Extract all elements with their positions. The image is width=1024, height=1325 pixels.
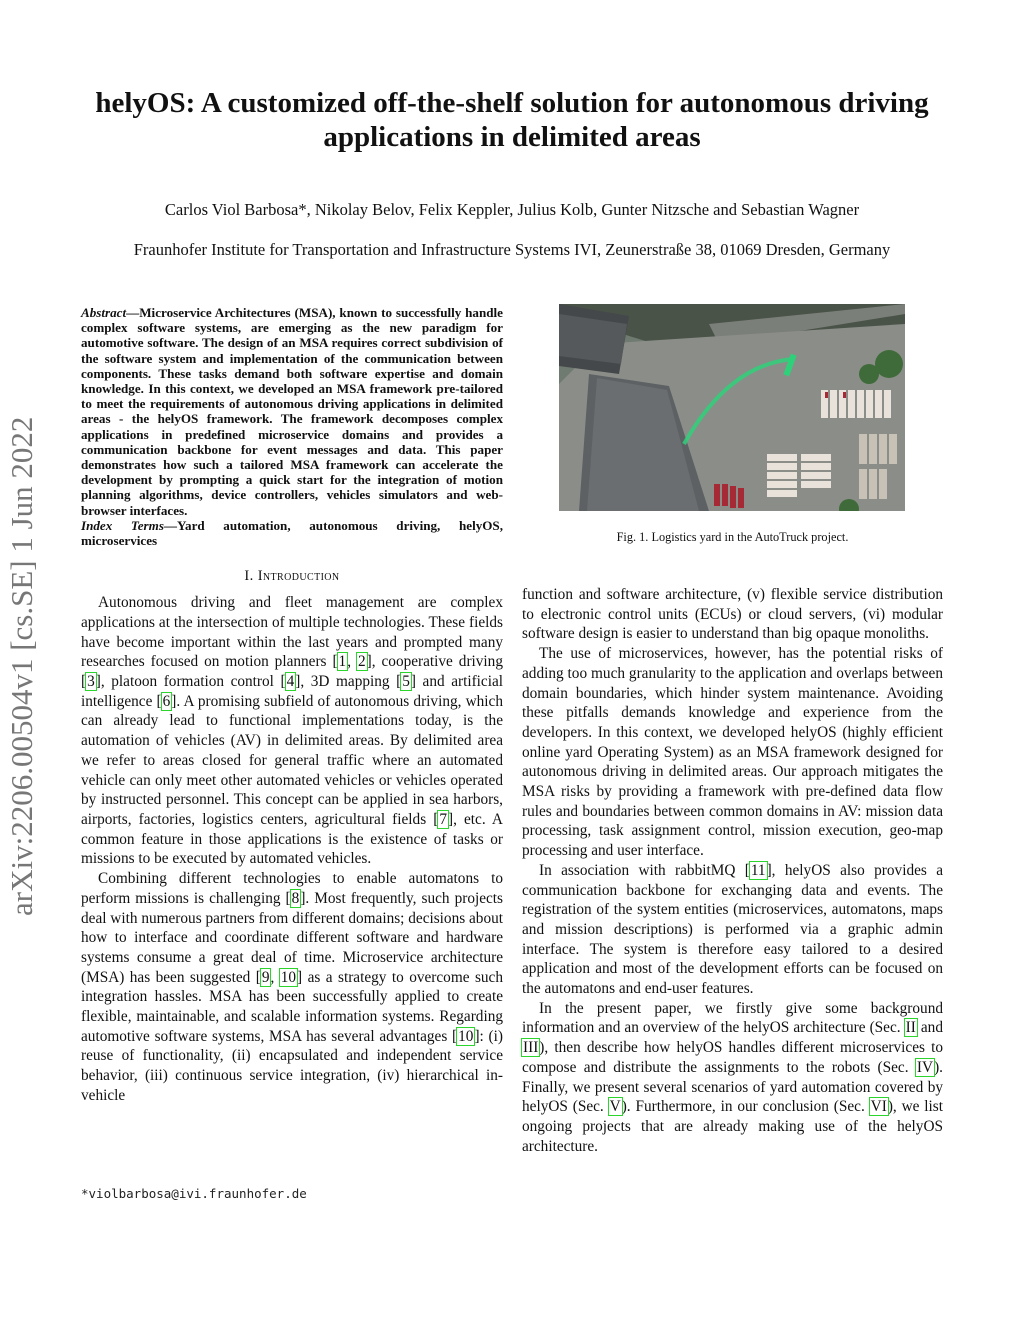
section-title: Introduction: [257, 568, 340, 585]
citation-link[interactable]: 8: [291, 889, 300, 907]
right-column: [522, 585, 943, 1156]
index-terms: [81, 518, 503, 548]
section-link[interactable]: V: [609, 1098, 621, 1116]
intro-paragraph-1: Autonomous driving and fleet management are complex applications at the intersection of multiple technologies. These fields have become important within the last years and prompted many researches focused on motion planners [1, 2], cooperative driving [3], platoon formation control [4], 3D mapping [5] and artificial intelligence [6]. A promising subfield of autonomous driving, which can already lead to functional implementations today, is the automation of vehicles (AV) in delimited areas. By delimited area we refer to areas closed for general traffic where an automated vehicle can only meet other automated vehicles or vehicles operated by instructed personnel. This concept can be applied in sea harbors, airports, factories, logistics centers, agricultural fields [7], etc. A common feature in those applications is the existence of tasks or missions to be executed by automated vehicles.: [81, 594, 504, 868]
author-list: Carlos Viol Barbosa*, Nikolay Belov, Felix Keppler, Julius Kolb, Gunter Nitzsche and Sebastian Wagner: [164, 200, 860, 219]
section-link[interactable]: VI: [870, 1098, 887, 1116]
citation-link[interactable]: 4: [286, 673, 295, 691]
citation-link[interactable]: 2: [357, 653, 366, 671]
citation-link[interactable]: 9: [261, 968, 270, 986]
aerial-yard-image: [559, 304, 905, 511]
affiliation: Fraunhofer Institute for Transportation and Infrastructure Systems IVI, Zeunerstraße 38, 01069 Dresden, Germany: [133, 240, 891, 259]
abstract-label: Abstract: [81, 305, 127, 320]
section-link[interactable]: III: [523, 1039, 539, 1057]
citation-link[interactable]: 10: [280, 968, 297, 986]
intro-paragraph-4: In association with rabbitMQ [11], helyOS also provides a communication backbone for exchanging data and events. The registration of the system entities (microservices, automatons, maps and mission descriptions) is performed via a graphic admin interface. The system is therefore easy tailored to a desired application and most of the development efforts can be focused on the automatons and end-user features.: [522, 861, 943, 998]
citation-link[interactable]: 3: [87, 673, 95, 691]
intro-paragraph-3: The use of microservices, however, has the potential risks of adding too much granularity to the application and overlaps between domain boundaries, which hinder system maintenance. Avoiding these pitfalls demands knowledge and experience from the developers. In this context, we developed helyOS (highly efficient online yard Operating System) as an MSA framework designed for autonomous driving in delimited areas. Our approach mitigates the MSA risks by providing a framework with pre-defined data flow rules and boundaries between common domains in AV: mission data processing, task assignment control, mission execution, geo-map processing and user interface.: [522, 645, 943, 860]
section-heading-introduction: [81, 568, 503, 585]
section-numeral: I.: [244, 568, 258, 585]
arxiv-watermark: arXiv:2206.00504v1 [cs.SE] 1 Jun 2022: [4, 416, 39, 916]
abstract: [81, 305, 503, 518]
section-link[interactable]: II: [905, 1019, 916, 1037]
index-terms-label: Index Terms: [81, 517, 164, 533]
citation-link[interactable]: 5: [402, 673, 410, 691]
footnote-email: *violbarbosa@ivi.fraunhofer.de: [81, 1186, 307, 1201]
citation-link[interactable]: 6: [162, 692, 171, 710]
abstract-text: —Microservice Architectures (MSA), known to successfully handle complex software systems, are emerging as the new paradigm for automotive software. The design of an MSA requires correct subdivision of the software system and implementation of the communication between components. These tasks demand both software expertise and domain knowledge. In this context, we developed an MSA framework pre-tailored to meet the requirements of autonomous driving applications in delimited areas - the helyOS framework. The framework decomposes complex applications in predefined microservice domains and provides a communication backbone for event messages and data. This paper demonstrates how such a tailored MSA framework can accelerate the development by prompting a quick start for the integration of motion planning algorithms, device controllers, vehicles simulators and web-browser interfaces.: [81, 305, 503, 518]
section-link[interactable]: IV: [916, 1058, 934, 1076]
figure-caption: Fig. 1. Logistics yard in the AutoTruck project.: [616, 530, 849, 544]
paper-title: helyOS: A customized off-the-shelf solution for autonomous driving applications in delimited areas: [95, 87, 929, 153]
citation-link[interactable]: 7: [439, 810, 447, 828]
citation-link[interactable]: 11: [750, 861, 766, 879]
figure-logistics-yard: [559, 304, 905, 511]
citation-link[interactable]: 1: [338, 653, 347, 671]
intro-paragraph-2-continued: function and software architecture, (v) flexible service distribution to electronic control units (ECUs) or cloud servers, (vi) modular software design is easier to understand than big opaque monoliths.: [522, 586, 943, 643]
intro-paragraph-2: Combining different technologies to enable automatons to perform missions is challenging [8]. Most frequently, such projects deal with numerous partners from different domains; decisions about how to interface and coordinate different software and hardware systems consume a great deal of time. Microservice architecture (MSA) has been suggested [9, 10] as a strategy to overcome such integration hassles. MSA has been successfully applied to create flexible, maintainable, and scalable information systems. Regarding automotive software systems, MSA has several advantages [10]: (i) reuse of functionality, (ii) encapsulated and independent service behavior, (iii) continuous service integration, (iv) hierarchical in-vehicle: [81, 870, 504, 1104]
left-column: [81, 305, 503, 1106]
citation-link[interactable]: 10: [458, 1027, 474, 1045]
index-terms-text: —Yard automation, autonomous driving, helyOS, microservices: [81, 517, 503, 549]
intro-paragraph-5: In the present paper, we firstly give some background information and an overview of the helyOS architecture (Sec. II and III), then describe how helyOS handles different microservices to compose and distribute the assignments to the robots (Sec. IV). Finally, we present several scenarios of yard automation covered by helyOS (Sec. V). Furthermore, in our conclusion (Sec. VI), we list ongoing projects that are already making use of the helyOS architecture.: [522, 999, 943, 1155]
